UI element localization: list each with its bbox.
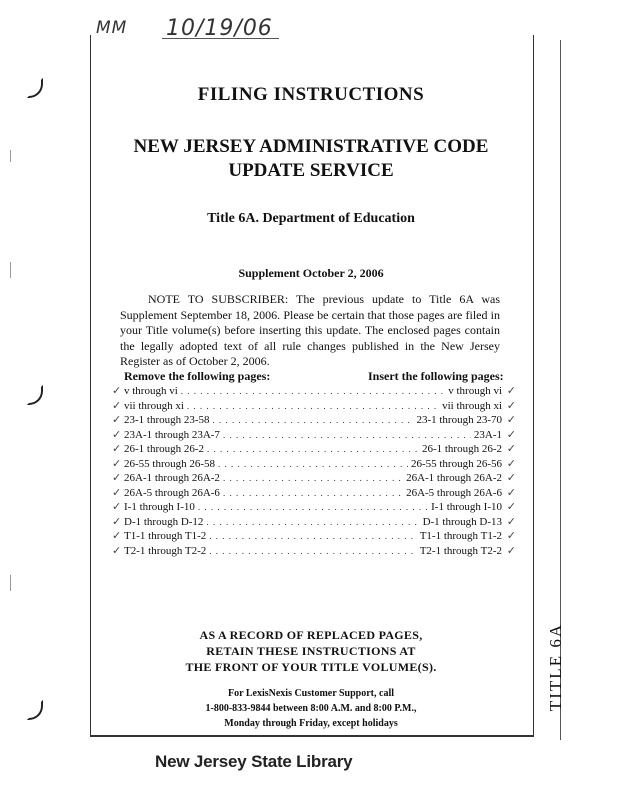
support-line3: Monday through Friday, except holidays <box>224 718 398 729</box>
list-item <box>112 500 516 515</box>
remove-pages: T2-1 through T2-2 <box>124 544 207 557</box>
dot-leader <box>218 459 408 469</box>
insert-pages: 23A-1 <box>473 428 502 441</box>
checkmark-icon: ✓ <box>506 427 516 441</box>
dot-leader <box>207 444 419 454</box>
checkmark-icon: ✓ <box>112 398 122 412</box>
checkmark-icon: ✓ <box>112 471 122 484</box>
list-item <box>112 442 516 457</box>
tab-label: TITLE 6A <box>546 622 565 712</box>
dot-leader <box>209 546 416 556</box>
handwritten-date: 10/19/06 <box>166 16 273 41</box>
remove-pages: D-1 through D-12 <box>124 515 204 528</box>
dot-leader <box>213 415 414 425</box>
checkmark-icon: ✓ <box>506 398 516 412</box>
dot-leader <box>223 473 403 483</box>
note-to-subscriber: NOTE TO SUBSCRIBER: The previous update to Title 6A was Supplement September 18, 2006. Please be certain that those pages are filed in your Title volume(s) before inserting this update. The enclosed pages contain the legally adopted text of all rule changes published in the New Jersey Register as of October 2, 2006. <box>120 292 500 368</box>
dot-leader <box>198 502 428 512</box>
checkmark-icon: ✓ <box>112 442 122 455</box>
notice-line1: AS A RECORD OF REPLACED PAGES, <box>199 628 423 642</box>
checkmark-icon: ✓ <box>506 384 516 397</box>
insert-pages: 23-1 through 23-70 <box>416 414 502 426</box>
checkmark-icon: ✓ <box>112 514 122 528</box>
notice-line2: RETAIN THESE INSTRUCTIONS AT <box>206 644 416 658</box>
supplement-prefix: Supplement <box>238 266 300 280</box>
checkmark-icon: ✓ <box>112 456 122 470</box>
checkmark-icon: ✓ <box>112 500 122 513</box>
support-line2: 1-800-833-9844 between 8:00 A.M. and 8:00 P.M., <box>205 703 417 714</box>
insert-pages: 26A-5 through 26A-6 <box>406 486 502 499</box>
checkmark-icon: ✓ <box>506 413 516 426</box>
remove-pages: T1-1 through T1-2 <box>124 530 207 542</box>
insert-pages: I-1 through I-10 <box>431 501 502 513</box>
insert-pages: T1-1 through T1-2 <box>419 530 502 542</box>
binder-hole-icon <box>27 385 43 405</box>
list-item <box>112 399 516 414</box>
title-name: Title 6A. Department of Education <box>207 211 415 226</box>
dot-leader <box>187 401 439 411</box>
remove-pages: 23-1 through 23-58 <box>124 414 210 426</box>
checkmark-icon: ✓ <box>112 543 122 557</box>
binder-hole-icon <box>27 700 43 720</box>
list-item <box>112 413 516 428</box>
supplement-line <box>90 266 532 281</box>
page-list <box>112 384 516 558</box>
checkmark-icon: ✓ <box>506 500 516 513</box>
remove-pages: 26-1 through 26-2 <box>124 443 205 455</box>
checkmark-icon: ✓ <box>112 529 122 542</box>
remove-pages: I-1 through I-10 <box>124 501 195 513</box>
library-stamp: New Jersey State Library <box>155 752 353 771</box>
checkmark-icon: ✓ <box>112 384 122 397</box>
insert-pages: vii through xi <box>442 399 502 412</box>
dot-leader <box>209 531 416 541</box>
insert-pages: v through vi <box>448 385 502 397</box>
remove-column-header: Remove the following pages: <box>124 369 271 383</box>
remove-pages: 26-55 through 26-58 <box>124 457 216 470</box>
checkmark-icon: ✓ <box>112 485 122 499</box>
remove-pages: 26A-1 through 26A-2 <box>124 472 220 484</box>
list-item <box>112 471 516 486</box>
list-item <box>112 384 516 399</box>
remove-pages: 26A-5 through 26A-6 <box>124 486 220 499</box>
support-line1: For LexisNexis Customer Support, call <box>227 688 394 699</box>
insert-pages: 26A-1 through 26A-2 <box>406 472 502 484</box>
code-title-line1: NEW JERSEY ADMINISTRATIVE CODE <box>133 136 489 157</box>
list-item <box>112 428 516 443</box>
list-item <box>112 515 516 530</box>
remove-pages: v through vi <box>124 385 178 397</box>
checkmark-icon: ✓ <box>506 442 516 455</box>
remove-pages: vii through xi <box>124 399 184 412</box>
notice-line3: THE FRONT OF YOUR TITLE VOLUME(S). <box>185 660 437 674</box>
insert-column-header: Insert the following pages: <box>368 369 504 383</box>
checkmark-icon: ✓ <box>506 543 516 557</box>
checkmark-icon: ✓ <box>112 427 122 441</box>
insert-pages: D-1 through D-13 <box>422 515 502 528</box>
scan-edge-mark <box>10 262 11 278</box>
checkmark-icon: ✓ <box>506 485 516 499</box>
handwritten-initials: MM <box>96 18 128 38</box>
list-item <box>112 457 516 472</box>
scan-edge-mark <box>10 575 11 591</box>
insert-pages: 26-55 through 26-56 <box>410 457 502 470</box>
document-title: FILING INSTRUCTIONS <box>197 84 425 105</box>
checkmark-icon: ✓ <box>506 514 516 528</box>
dot-leader <box>223 488 403 498</box>
scan-edge-mark <box>10 150 11 162</box>
list-item <box>112 544 516 559</box>
dot-leader <box>206 517 419 527</box>
checkmark-icon: ✓ <box>112 413 122 426</box>
list-item <box>112 529 516 544</box>
dot-leader <box>181 386 445 396</box>
remove-pages: 23A-1 through 23A-7 <box>124 428 220 441</box>
binder-hole-icon <box>27 78 43 98</box>
checkmark-icon: ✓ <box>506 471 516 484</box>
supplement-date: October 2, 2006 <box>302 266 384 280</box>
code-title-line2: UPDATE SERVICE <box>228 160 394 181</box>
checkmark-icon: ✓ <box>506 456 516 470</box>
insert-pages: 26-1 through 26-2 <box>421 443 502 455</box>
checkmark-icon: ✓ <box>506 529 516 542</box>
insert-pages: T2-1 through T2-2 <box>419 544 502 557</box>
dot-leader <box>223 430 471 440</box>
list-item <box>112 486 516 501</box>
